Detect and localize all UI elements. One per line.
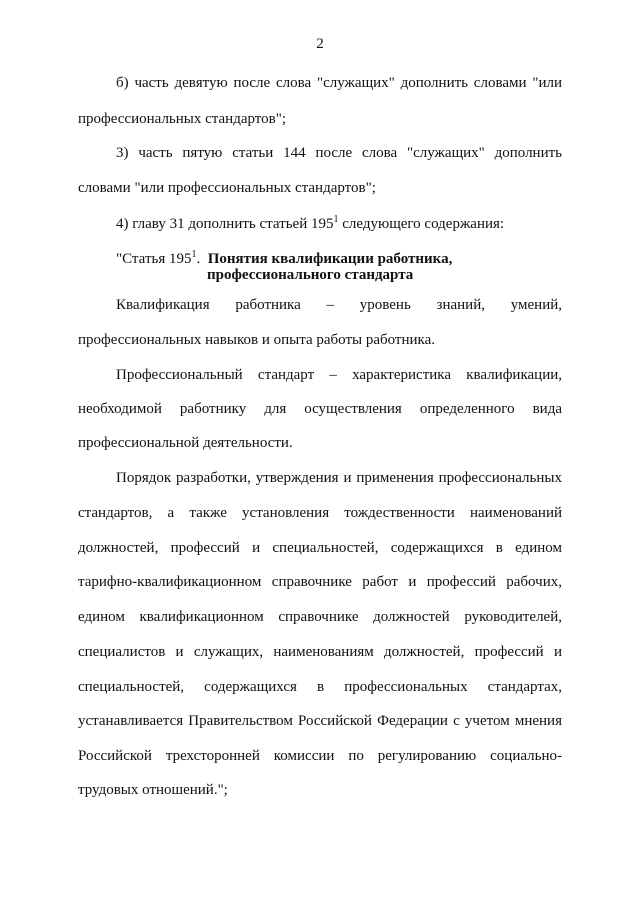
article-label: "Статья 195 — [116, 251, 192, 267]
procedure-line-7: специальностей, содержащихся в профессиональных стандартах, — [78, 679, 562, 695]
procedure-line-5: едином квалификационном справочнике должностей руководителей, — [78, 609, 562, 625]
paragraph-4-text-end: следующего содержания: — [338, 216, 505, 232]
standard-line-1: Профессиональный стандарт – характеристика квалификации, — [116, 367, 562, 383]
paragraph-4-text: 4) главу 31 дополнить статьей 195 — [116, 216, 334, 232]
qualification-line-1: Квалификация работника – уровень знаний, умений, — [116, 297, 562, 313]
standard-line-3: профессиональной деятельности. — [78, 435, 293, 451]
procedure-line-9: Российской трехсторонней комиссии по регулированию социально- — [78, 748, 562, 764]
qualification-line-2: профессиональных навыков и опыта работы работника. — [78, 332, 435, 348]
procedure-line-1: Порядок разработки, утверждения и применения профессиональных — [116, 470, 562, 486]
article-title-line-2: профессионального стандарта — [207, 267, 414, 283]
article-superscript: 1 — [191, 249, 197, 260]
article-title-line-1: Понятия квалификации работника, — [207, 251, 453, 267]
procedure-line-4: тарифно-квалификационном справочнике работ и профессий рабочих, — [78, 574, 562, 590]
standard-line-2: необходимой работнику для осуществления определенного вида — [78, 401, 562, 417]
paragraph-4-superscript: 1 — [333, 214, 339, 225]
procedure-line-10: трудовых отношений."; — [78, 782, 228, 798]
paragraph-b-line-1: б) часть девятую после слова "служащих" дополнить словами "или — [116, 75, 562, 91]
procedure-line-2: стандартов, а также установления тождественности наименований — [78, 505, 562, 521]
article-label-end: . — [196, 251, 201, 267]
page-number: 2 — [316, 36, 324, 52]
paragraph-4-line — [116, 211, 562, 233]
procedure-line-3: должностей, профессий и специальностей, содержащихся в едином — [78, 540, 562, 556]
paragraph-b-line-2: профессиональных стандартов"; — [78, 111, 287, 127]
paragraph-3-line-1: 3) часть пятую статьи 144 после слова "служащих" дополнить — [116, 145, 562, 161]
paragraph-3-line-2: словами "или профессиональных стандартов"; — [78, 180, 376, 196]
procedure-line-8: устанавливается Правительством Российской Федерации с учетом мнения — [78, 713, 562, 729]
procedure-line-6: специалистов и служащих, наименованиям должностей, профессий и — [78, 644, 562, 660]
